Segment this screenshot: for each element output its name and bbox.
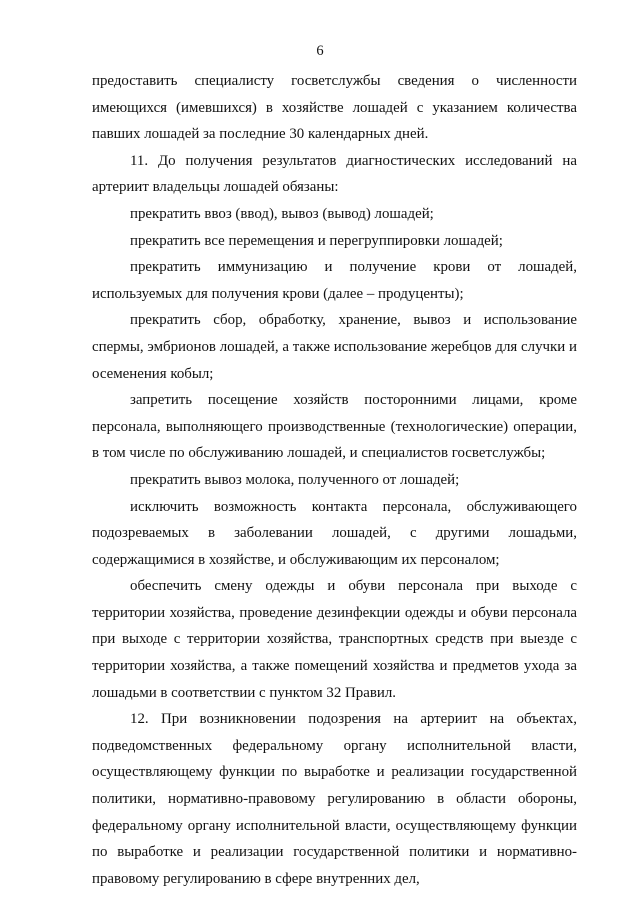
paragraph-exclude-contact: исключить возможность контакта персонала, обслуживающего подозреваемых в заболевании лошадей, с другими лошадьми, содержащимися в хозяйстве, и обслуживающим их персоналом; [92,498,577,568]
paragraph-stop-movements: прекратить все перемещения и перегруппировки лошадей; [130,232,503,249]
page-number: 6 [316,43,324,59]
paragraph-item-11: 11. До получения результатов диагностических исследований на артериит владельцы лошадей обязаны: [92,152,577,196]
paragraph-restrict-visits: запретить посещение хозяйств посторонними лицами, кроме персонала, выполняющего производственные (технологические) операции, в том числе по обслуживанию лошадей, и специалистов госветслужбы; [92,392,577,462]
document-body [92,68,577,892]
paragraph-continuation: предоставить специалисту госветслужбы сведения о численности имеющихся (имевшихся) в хозяйстве лошадей с указанием количества павших лошадей за последние 30 календарных дней. [92,73,577,143]
paragraph-stop-import-export: прекратить ввоз (ввод), вывоз (вывод) лошадей; [130,205,434,222]
paragraph-stop-milk-export: прекратить вывоз молока, полученного от лошадей; [130,471,460,488]
paragraph-item-12: 12. При возникновении подозрения на артериит на объектах, подведомственных федеральному органу исполнительной власти, осуществляющему функции по выработке и реализации государственной политики, нормативно-правовому регулированию в области обороны, федеральному органу исполнительной власти, осуществляющему функции по выработке и реализации государственной политики и нормативно-правовому регулированию в сфере внутренних дел, [92,711,577,887]
paragraph-disinfection: обеспечить смену одежды и обуви персонала при выходе с территории хозяйства, проведение дезинфекции одежды и обуви персонала при выходе с территории хозяйства, транспортных средств при выезде с территории хозяйства, а также помещений хозяйства и предметов ухода за лошадьми в соответствии с пунктом 32 Правил. [92,578,577,701]
paragraph-stop-sperm-collection: прекратить сбор, обработку, хранение, вывоз и использование спермы, эмбрионов лошадей, а также использование жеребцов для случки и осеменения кобыл; [92,312,577,382]
paragraph-stop-immunization: прекратить иммунизацию и получение крови от лошадей, используемых для получения крови (далее – продуценты); [92,259,577,302]
